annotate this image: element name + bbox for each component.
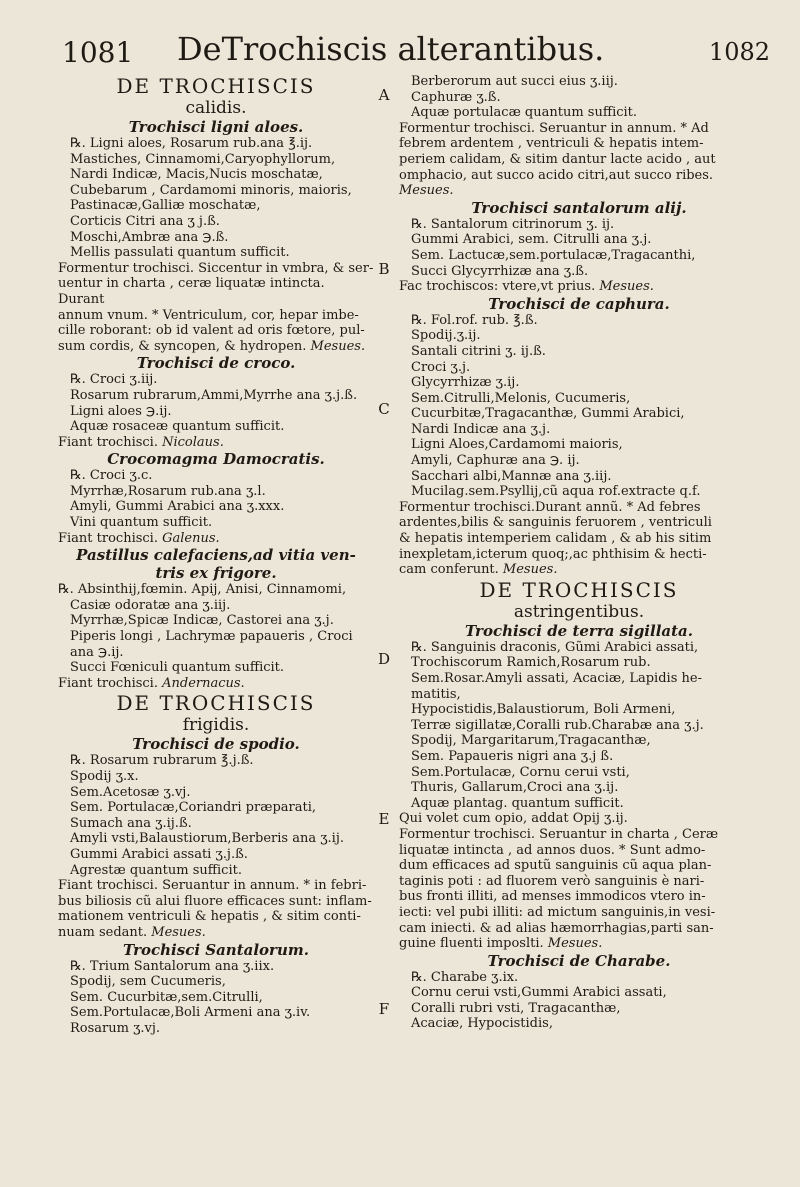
line-text: ℞. Trium Santalorum ana ʒ.iix. bbox=[70, 958, 275, 974]
ingredient-line bbox=[58, 847, 374, 863]
ingredient-line bbox=[399, 375, 759, 391]
line-text: Sem.Portulacæ, Cornu cerui vsti, bbox=[411, 764, 630, 780]
line-text: Acaciæ, Hypocistidis, bbox=[411, 1016, 553, 1032]
running-title: DeTrochiscis alterantibus. bbox=[177, 30, 605, 68]
line-text: Trochisci de Charabe. bbox=[487, 951, 671, 970]
ingredient-line bbox=[399, 985, 759, 1001]
line-text: Mucilag.sem.Psyllij,cũ aqua rof.extracte q.f. bbox=[411, 484, 701, 500]
line-text: Nardi Indicæ, Macis,Nucis moschatæ, bbox=[70, 167, 323, 183]
text-line bbox=[58, 308, 374, 324]
ingredient-line bbox=[399, 718, 759, 734]
ingredient-line bbox=[58, 613, 374, 629]
text-line bbox=[399, 547, 759, 563]
line-text: tris ex frigore. bbox=[155, 564, 277, 583]
line-text: Trochisci de croco. bbox=[136, 354, 296, 373]
ingredient-line bbox=[58, 629, 374, 645]
line-text: guine fluenti imposlti. bbox=[399, 936, 544, 952]
text-line bbox=[58, 909, 374, 925]
ingredient-line bbox=[399, 437, 759, 453]
ingredient-line bbox=[58, 152, 374, 168]
author-citation: Mesues. bbox=[595, 279, 654, 295]
ingredient-line bbox=[399, 1016, 759, 1032]
ingredient-line bbox=[399, 264, 759, 280]
line-text: Trochisci de terra sigillata. bbox=[464, 621, 693, 640]
line-text: inexpletam,icterum quoq;,ac phthisim & hecti- bbox=[399, 546, 707, 562]
line-text: Qui volet cum opio, addat Opij ʒ.ij. bbox=[399, 811, 628, 827]
line-text: Sem. Cucurbitæ,sem.Citrulli, bbox=[70, 989, 263, 1005]
ingredient-line bbox=[399, 217, 759, 233]
ingredient-line bbox=[58, 816, 374, 832]
line-text: ℞. Croci ʒ.iij. bbox=[70, 372, 158, 388]
ingredient-line bbox=[58, 660, 374, 676]
line-text: Sem. Lactucæ,sem.portulacæ,Tragacanthi, bbox=[411, 247, 696, 263]
text-line bbox=[58, 276, 374, 307]
text-line bbox=[399, 858, 759, 874]
line-text: Sumach ana ʒ.ij.ß. bbox=[70, 815, 192, 831]
line-text: Aquæ plantag. quantum sufficit. bbox=[411, 795, 624, 811]
line-text: Cubebarum , Cardamomi minoris, maioris, bbox=[70, 182, 352, 198]
author-citation: Andernacus. bbox=[157, 675, 245, 691]
section-heading bbox=[58, 691, 374, 715]
ingredient-line bbox=[399, 1001, 759, 1017]
ingredient-line bbox=[58, 863, 374, 879]
line-text: ana ℈.ij. bbox=[70, 644, 124, 660]
line-text: Sem.Acetosæ ʒ.vj. bbox=[70, 784, 191, 800]
text-line bbox=[399, 168, 759, 184]
line-text: Trochisci de caphura. bbox=[488, 294, 670, 313]
ingredient-line bbox=[58, 785, 374, 801]
line-text: annum vnum. * Ventriculum, cor, hepar imbe- bbox=[58, 307, 359, 323]
line-text: Fac trochiscos: vtere,vt prius. bbox=[399, 279, 596, 295]
line-text: Piperis longi , Lachrymæ papaueris , Croci bbox=[70, 629, 353, 645]
line-text: Trochisci santalorum alij. bbox=[471, 198, 687, 217]
folio-left: 1081 bbox=[62, 36, 134, 69]
recipe-title bbox=[58, 118, 374, 136]
ingredient-line bbox=[399, 749, 759, 765]
recipe-title bbox=[399, 952, 759, 970]
ingredient-line bbox=[399, 453, 759, 469]
line-text: matitis, bbox=[411, 686, 461, 702]
margin-letter: F bbox=[378, 1000, 390, 1018]
folio-right: 1082 bbox=[708, 38, 770, 66]
line-text: DE TROCHISCIS bbox=[116, 74, 316, 98]
ingredient-line bbox=[399, 391, 759, 407]
ingredient-line bbox=[58, 753, 374, 769]
line-text: sum cordis, & syncopen, & hydropen. bbox=[58, 338, 307, 354]
text-line bbox=[58, 261, 374, 277]
line-text: Formentur trochisci. Siccentur in vmbra, & ser- bbox=[58, 260, 374, 276]
text-line bbox=[58, 676, 374, 692]
ingredient-line bbox=[399, 655, 759, 671]
author-citation: Mesues. bbox=[147, 924, 206, 940]
line-text: ℞. Sanguinis draconis, Gũmi Arabici assati, bbox=[411, 639, 699, 655]
line-text: Gummi Arabici assati ʒ.j.ß. bbox=[70, 846, 248, 862]
ingredient-line bbox=[58, 245, 374, 261]
recipe-title bbox=[399, 199, 759, 217]
author-citation: Galenus. bbox=[157, 530, 220, 546]
ingredient-line bbox=[58, 183, 374, 199]
ingredient-line bbox=[399, 640, 759, 656]
line-text: Myrrhæ,Rosarum rub.ana ʒ.l. bbox=[70, 483, 266, 499]
ingredient-line bbox=[399, 90, 759, 106]
line-text: Santali citrini ʒ. ij.ß. bbox=[411, 343, 546, 359]
line-text: uentur in charta , ceræ liquatæ intincta. Durant bbox=[58, 276, 325, 307]
text-line bbox=[399, 152, 759, 168]
text-line bbox=[399, 279, 759, 295]
author-citation: Nicolaus. bbox=[157, 434, 224, 450]
ingredient-line bbox=[399, 344, 759, 360]
author-citation: Mesues. bbox=[498, 562, 558, 578]
ingredient-line bbox=[58, 167, 374, 183]
line-text: Amyli, Caphuræ ana ℈. ij. bbox=[411, 453, 580, 469]
line-text: Cucurbitæ,Tragacanthæ, Gummi Arabici, bbox=[411, 406, 685, 422]
ingredient-line bbox=[58, 959, 374, 975]
line-text: Glycyrrhizæ ʒ.ij. bbox=[411, 375, 520, 391]
section-subheading bbox=[58, 715, 374, 735]
recipe-title bbox=[58, 735, 374, 753]
line-text: liquatæ intincta , ad annos duos. * Sunt admo- bbox=[399, 842, 706, 858]
author-citation: Mesues. bbox=[543, 936, 603, 952]
line-text: ardentes,bilis & sanguinis feruorem , ventriculi bbox=[399, 515, 712, 531]
line-text: Mastiches, Cinnamomi,Caryophyllorum, bbox=[70, 151, 336, 167]
ingredient-line bbox=[58, 1005, 374, 1021]
line-text: Caphuræ ʒ.ß. bbox=[411, 89, 501, 105]
ingredient-line bbox=[399, 702, 759, 718]
recipe-title bbox=[58, 450, 374, 468]
ingredient-line bbox=[399, 469, 759, 485]
line-text: periem calidam, & sitim dantur lacte acido , aut bbox=[399, 151, 716, 167]
text-line bbox=[399, 531, 759, 547]
line-text: Agrestæ quantum sufficit. bbox=[70, 862, 242, 878]
line-text: Sacchari albi,Mannæ ana ʒ.iij. bbox=[411, 468, 612, 484]
ingredient-line bbox=[399, 765, 759, 781]
line-text: ℞. Croci ʒ.c. bbox=[70, 468, 153, 484]
line-text: Succi Fœniculi quantum sufficit. bbox=[70, 660, 285, 676]
line-text: omphacio, aut succo acido citri,aut succo ribes. bbox=[399, 167, 714, 183]
ingredient-line bbox=[399, 406, 759, 422]
author-citation: Mesues. bbox=[399, 183, 454, 199]
line-text: ℞. Absinthij,fœmin. Apij, Anisi, Cinnamomi, bbox=[58, 582, 347, 598]
ingredient-line bbox=[399, 970, 759, 986]
line-text: Trochiscorum Ramich,Rosarum rub. bbox=[411, 655, 651, 671]
text-line bbox=[399, 905, 759, 921]
line-text: bus biliosis cũ alui fluore efficaces sunt: inflam- bbox=[58, 893, 372, 909]
ingredient-line bbox=[58, 419, 374, 435]
line-text: Crocomagma Damocratis. bbox=[107, 450, 325, 469]
line-text: Vini quantum sufficit. bbox=[70, 515, 213, 531]
ingredient-line bbox=[399, 360, 759, 376]
page-header bbox=[62, 30, 770, 70]
line-text: bus fronti illiti, ad menses immodicos vtero in- bbox=[399, 889, 706, 905]
ingredient-line bbox=[58, 800, 374, 816]
text-line bbox=[399, 827, 759, 843]
line-text: dum efficaces ad sputũ sanguinis cũ aqua plan- bbox=[399, 858, 712, 874]
text-line bbox=[58, 894, 374, 910]
ingredient-line bbox=[58, 974, 374, 990]
text-line bbox=[399, 136, 759, 152]
text-line bbox=[399, 843, 759, 859]
line-text: Amyli vsti,Balaustiorum,Berberis ana ʒ.ij. bbox=[70, 831, 344, 847]
line-text: ℞. Santalorum citrinorum ʒ. ij. bbox=[411, 216, 615, 232]
ingredient-line bbox=[399, 248, 759, 264]
text-line bbox=[58, 878, 374, 894]
ingredient-line bbox=[58, 388, 374, 404]
text-line bbox=[58, 925, 374, 941]
margin-letter: A bbox=[378, 86, 390, 104]
line-text: Croci ʒ.j. bbox=[411, 359, 471, 375]
recipe-title bbox=[58, 546, 374, 564]
line-text: calidis. bbox=[185, 98, 247, 118]
line-text: frigidis. bbox=[182, 715, 250, 736]
line-text: Berberorum aut succi eius ʒ.iij. bbox=[411, 74, 618, 89]
line-text: Rosarum ʒ.vj. bbox=[70, 1020, 161, 1036]
line-text: Fiant trochisci. bbox=[58, 530, 158, 546]
ingredient-line bbox=[58, 372, 374, 388]
line-text: Terræ sigillatæ,Coralli rub.Charabæ ana ʒ.j. bbox=[411, 717, 704, 733]
line-text: ℞. Ligni aloes, Rosarum rub.ana ℥.ij. bbox=[70, 136, 313, 151]
line-text: Sem.Rosar.Amyli assati, Acaciæ, Lapidis he- bbox=[411, 671, 702, 686]
margin-letter: D bbox=[377, 650, 391, 668]
recipe-title bbox=[399, 622, 759, 640]
line-text: febrem ardentem , ventriculi & hepatis intem- bbox=[399, 136, 704, 152]
line-text: Pastinacæ,Galliæ moschatæ, bbox=[70, 198, 261, 214]
line-text: Succi Glycyrrhizæ ana ʒ.ß. bbox=[411, 263, 589, 279]
left-column bbox=[58, 74, 374, 1037]
section-heading bbox=[58, 74, 374, 98]
ingredient-line bbox=[58, 214, 374, 230]
line-text: Pastillus calefaciens,ad vitia ven- bbox=[76, 546, 356, 565]
line-text: taginis poti : ad fluorem verò sanguinis è nari- bbox=[399, 873, 705, 889]
recipe-title bbox=[58, 354, 374, 372]
ingredient-line bbox=[399, 671, 759, 687]
ingredient-line bbox=[399, 796, 759, 812]
margin-letter: C bbox=[378, 400, 390, 418]
line-text: Aquæ portulacæ quantum sufficit. bbox=[411, 105, 638, 121]
text-line bbox=[58, 582, 374, 598]
ingredient-line bbox=[58, 230, 374, 246]
line-text: iecti: vel pubi illiti: ad mictum sanguinis,in vesi- bbox=[399, 904, 716, 920]
line-text: Fiant trochisci. Seruantur in annum. * in febri- bbox=[58, 878, 367, 894]
ingredient-line bbox=[399, 687, 759, 703]
line-text: Spodij.ʒ.ij. bbox=[411, 328, 481, 344]
line-text: ℞. Fol.rof. rub. ℥.ß. bbox=[411, 312, 538, 328]
line-text: Coralli rubri vsti, Tragacanthæ, bbox=[411, 1000, 621, 1016]
line-text: ℞. Charabe ʒ.ix. bbox=[411, 969, 519, 985]
margin-letters bbox=[372, 0, 396, 1187]
ingredient-line bbox=[58, 468, 374, 484]
ingredient-line bbox=[399, 105, 759, 121]
ingredient-line bbox=[399, 74, 759, 90]
text-line bbox=[58, 435, 374, 451]
line-text: Sem.Citrulli,Melonis, Cucumeris, bbox=[411, 390, 631, 406]
text-line bbox=[399, 936, 759, 952]
line-text: Fiant trochisci. bbox=[58, 675, 158, 691]
line-text: Trochisci Santalorum. bbox=[123, 940, 309, 959]
ingredient-line bbox=[58, 515, 374, 531]
ingredient-line bbox=[58, 645, 374, 661]
line-text: cam iniecti. & ad alias hæmorrhagias,parti san- bbox=[399, 920, 714, 936]
ingredient-line bbox=[58, 831, 374, 847]
line-text: Formentur trochisci.Durant annũ. * Ad febres bbox=[399, 499, 701, 515]
text-line bbox=[399, 121, 759, 137]
line-text: astringentibus. bbox=[513, 601, 645, 622]
text-line bbox=[58, 323, 374, 339]
margin-letter: E bbox=[378, 810, 390, 828]
line-text: Formentur trochisci. Seruantur in annum. * Ad bbox=[399, 120, 709, 136]
line-text: DE TROCHISCIS bbox=[116, 691, 316, 716]
ingredient-line bbox=[399, 484, 759, 500]
recipe-title bbox=[58, 941, 374, 959]
line-text: Hypocistidis,Balaustiorum, Boli Armeni, bbox=[411, 702, 676, 718]
line-text: Nardi Indicæ ana ʒ.j. bbox=[411, 421, 551, 437]
recipe-title bbox=[399, 295, 759, 313]
line-text: Gummi Arabici, sem. Citrulli ana ʒ.j. bbox=[411, 232, 652, 248]
ingredient-line bbox=[58, 404, 374, 420]
margin-letter: B bbox=[378, 260, 390, 278]
author-citation: Mesues. bbox=[306, 338, 366, 354]
line-text: Formentur trochisci. Seruantur in charta , Ceræ bbox=[399, 826, 719, 842]
ingredient-line bbox=[58, 769, 374, 785]
line-text: Moschi,Ambræ ana ℈.ß. bbox=[70, 229, 229, 245]
ingredient-line bbox=[58, 136, 374, 152]
ingredient-line bbox=[399, 313, 759, 329]
line-text: Aquæ rosaceæ quantum sufficit. bbox=[70, 419, 285, 435]
right-column bbox=[399, 74, 759, 1032]
line-text: & hepatis intemperiem calidam , & ab his sitim bbox=[399, 531, 712, 547]
ingredient-line bbox=[58, 484, 374, 500]
line-text: Spodij ʒ.x. bbox=[70, 769, 139, 784]
ingredient-line bbox=[399, 232, 759, 248]
line-text: Fiant trochisci. bbox=[58, 434, 158, 450]
text-line bbox=[399, 562, 759, 578]
line-text: Corticis Citri ana ʒ j.ß. bbox=[70, 213, 220, 229]
section-heading bbox=[399, 578, 759, 602]
text-line bbox=[399, 921, 759, 937]
ingredient-line bbox=[399, 422, 759, 438]
line-text: Sem. Portulacæ,Coriandri præparati, bbox=[70, 800, 316, 816]
text-line bbox=[399, 500, 759, 516]
line-text: Spodij, sem Cucumeris, bbox=[70, 974, 226, 990]
ingredient-line bbox=[58, 990, 374, 1006]
section-subheading bbox=[58, 98, 374, 118]
line-text: DE TROCHISCIS bbox=[479, 577, 679, 602]
line-text: Myrrhæ,Spicæ Indicæ, Castorei ana ʒ.j. bbox=[70, 613, 334, 629]
line-text: mationem ventriculi & hepatis , & sitim conti- bbox=[58, 909, 361, 925]
line-text: cille roborant: ob id valent ad oris fœtore, pul- bbox=[58, 323, 365, 339]
line-text: Ligni aloes ℈.ij. bbox=[70, 403, 172, 419]
ingredient-line bbox=[58, 1021, 374, 1037]
line-text: Trochisci ligni aloes. bbox=[128, 118, 304, 136]
line-text: Trochisci de spodio. bbox=[132, 735, 300, 754]
line-text: Rosarum rubrarum,Ammi,Myrrhe ana ʒ.j.ß. bbox=[70, 387, 358, 403]
line-text: Cornu cerui vsti,Gummi Arabici assati, bbox=[411, 985, 667, 1001]
line-text: nuam sedant. bbox=[58, 924, 148, 940]
line-text: Spodij, Margaritarum,Tragacanthæ, bbox=[411, 733, 651, 749]
ingredient-line bbox=[58, 598, 374, 614]
line-text: ℞. Rosarum rubrarum ℥.j.ß. bbox=[70, 753, 254, 769]
line-text: Sem.Portulacæ,Boli Armeni ana ʒ.iv. bbox=[70, 1005, 311, 1021]
ingredient-line bbox=[399, 780, 759, 796]
text-line bbox=[58, 339, 374, 355]
ingredient-line bbox=[399, 328, 759, 344]
ingredient-line bbox=[58, 198, 374, 214]
line-text: Amyli, Gummi Arabici ana ʒ.xxx. bbox=[70, 499, 285, 515]
ingredient-line bbox=[399, 733, 759, 749]
text-line bbox=[399, 889, 759, 905]
line-text: Thuris, Gallarum,Croci ana ʒ.ij. bbox=[411, 780, 619, 796]
section-subheading bbox=[399, 602, 759, 622]
text-line bbox=[399, 811, 759, 827]
line-text: Sem. Papaueris nigri ana ʒ.j ß. bbox=[411, 748, 614, 764]
line-text: Casiæ odoratæ ana ʒ.iij. bbox=[70, 597, 231, 613]
recipe-title bbox=[58, 564, 374, 582]
text-line bbox=[399, 515, 759, 531]
text-line bbox=[399, 183, 759, 199]
ingredient-line bbox=[58, 499, 374, 515]
text-line bbox=[399, 874, 759, 890]
line-text: Ligni Aloes,Cardamomi maioris, bbox=[411, 437, 623, 453]
line-text: cam conferunt. bbox=[399, 562, 499, 578]
line-text: Mellis passulati quantum sufficit. bbox=[70, 245, 290, 261]
text-line bbox=[58, 531, 374, 547]
